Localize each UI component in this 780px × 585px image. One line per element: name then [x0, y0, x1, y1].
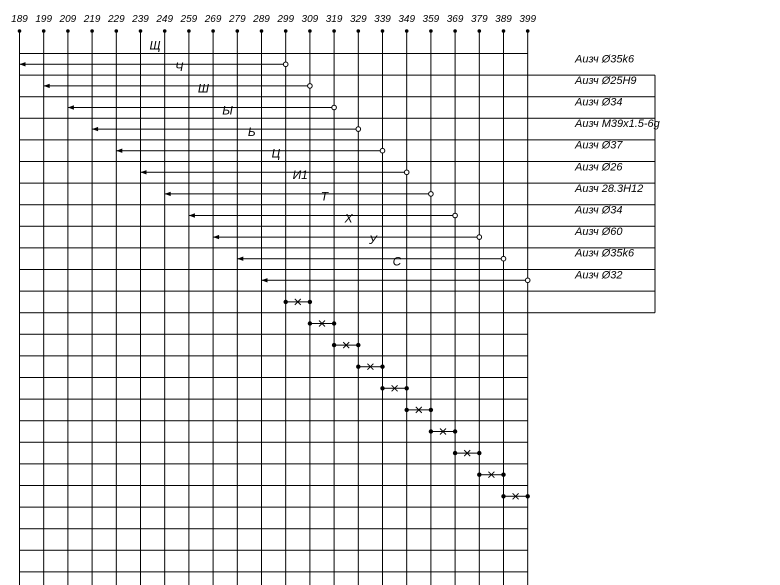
dimension-label: Аизч Ø35k6: [575, 247, 635, 260]
column-tick-label: 229: [107, 14, 125, 25]
link-arrow-start: [68, 105, 74, 109]
grid: [20, 31, 656, 585]
link-arrow-start: [213, 235, 219, 239]
column-tick-label: 259: [180, 14, 198, 25]
link-arrow-start: [44, 84, 50, 88]
closing-start-dot: [501, 494, 505, 498]
dimension-letter: С: [392, 254, 402, 269]
link-end-dot: [429, 192, 434, 197]
closing-end-dot: [380, 365, 384, 369]
dimension-letter: Ш: [197, 81, 209, 96]
dimension-label: Аизч Ø32: [575, 269, 623, 282]
link-arrow-start: [92, 127, 98, 131]
dimension-label: Аизч Ø37: [575, 139, 623, 152]
column-tick-dot: [115, 29, 119, 33]
column-tick-label: 329: [349, 14, 367, 25]
column-tick-dot: [187, 29, 191, 33]
dimension-label: Аизч Ø35k6: [575, 53, 635, 66]
column-tick-dot: [478, 29, 482, 33]
column-tick-dot: [502, 29, 506, 33]
link-end-dot: [525, 278, 530, 283]
closing-start-dot: [429, 429, 433, 433]
dimension-label: Аизч Ø26: [575, 161, 623, 174]
column-tick-label: 389: [495, 14, 512, 25]
column-tick-dot: [211, 29, 215, 33]
column-tick-label: 399: [519, 14, 537, 25]
column-tick-dot: [18, 29, 22, 33]
link-end-dot: [453, 213, 458, 218]
dimension-letter: Т: [320, 189, 329, 204]
column-tick-label: 359: [422, 14, 440, 25]
closing-end-dot: [501, 473, 505, 477]
column-tick-dot: [308, 29, 312, 33]
closing-start-dot: [356, 365, 360, 369]
column-tick-label: 289: [253, 14, 270, 25]
column-tick-dot: [332, 29, 336, 33]
column-tick-label: 189: [11, 14, 28, 25]
closing-start-dot: [477, 473, 481, 477]
column-tick-label: 309: [301, 14, 319, 25]
closing-end-dot: [356, 343, 360, 347]
column-tick-label: 369: [446, 14, 464, 25]
column-tick-label: 339: [374, 14, 391, 25]
link-dimensions: [20, 62, 531, 283]
closing-start-dot: [453, 451, 457, 455]
link-arrow-start: [237, 257, 243, 261]
closing-start-dot: [284, 300, 288, 304]
column-tick-dot: [526, 29, 530, 33]
link-arrow-start: [262, 278, 268, 282]
link-end-dot: [356, 127, 361, 132]
closing-end-dot: [308, 300, 312, 304]
link-arrow-start: [20, 62, 26, 66]
closing-start-dot: [308, 321, 312, 325]
column-tick-label: 239: [132, 14, 149, 25]
column-tick-dot: [66, 29, 70, 33]
link-end-dot: [380, 148, 385, 153]
column-tick-dot: [381, 29, 385, 33]
link-end-dot: [404, 170, 409, 175]
column-tick-dot: [284, 29, 288, 33]
dimension-label: Аизч 28.3H12: [575, 182, 644, 195]
dimension-letters: [149, 39, 401, 269]
dimension-letter: Ы: [222, 103, 233, 118]
dimension-letter: Ч: [175, 60, 184, 75]
closing-start-dot: [332, 343, 336, 347]
column-tick-dot: [139, 29, 143, 33]
closing-end-dot: [477, 451, 481, 455]
link-end-dot: [332, 105, 337, 110]
column-tick-label: 299: [277, 14, 295, 25]
dimension-letter: Х: [344, 211, 353, 226]
link-end-dot: [308, 84, 313, 89]
dimension-letter: У: [368, 232, 377, 247]
link-arrow-start: [141, 170, 147, 174]
closing-start-dot: [380, 386, 384, 390]
column-tick-dot: [260, 29, 264, 33]
dimension-label: Аизч M39x1.5-6g: [575, 118, 660, 131]
column-tick-label: 319: [325, 14, 343, 25]
link-end-dot: [501, 256, 506, 261]
column-tick-label: 209: [59, 14, 77, 25]
column-header: [11, 14, 536, 33]
column-tick-label: 379: [470, 14, 488, 25]
dimension-letter: Ц: [271, 146, 281, 161]
column-tick-dot: [90, 29, 94, 33]
link-arrow-start: [189, 213, 195, 217]
dimension-label: Аизч Ø34: [575, 204, 623, 217]
closing-end-dot: [453, 429, 457, 433]
dimension-label: Аизч Ø25H9: [575, 74, 637, 87]
column-tick-label: 219: [83, 14, 101, 25]
dimension-labels: [574, 53, 661, 281]
column-tick-dot: [357, 29, 361, 33]
link-end-dot: [283, 62, 288, 67]
column-tick-label: 349: [398, 14, 416, 25]
link-arrow-start: [116, 149, 122, 153]
column-tick-dot: [236, 29, 240, 33]
dimension-letter: Щ: [149, 38, 161, 53]
closing-end-dot: [332, 321, 336, 325]
closing-start-dot: [405, 408, 409, 412]
column-tick-dot: [405, 29, 409, 33]
column-tick-label: 279: [228, 14, 246, 25]
dimension-letter: И1: [292, 168, 308, 183]
link-end-dot: [477, 235, 482, 240]
column-tick-dot: [163, 29, 167, 33]
dimension-letter: Ь: [247, 124, 256, 139]
link-arrow-start: [165, 192, 171, 196]
column-tick-dot: [429, 29, 433, 33]
column-tick-label: 199: [35, 14, 53, 25]
column-tick-label: 269: [204, 14, 222, 25]
closing-end-dot: [526, 494, 530, 498]
closing-end-dot: [429, 408, 433, 412]
dimension-label: Аизч Ø34: [575, 96, 623, 109]
column-tick-dot: [453, 29, 457, 33]
column-tick-dot: [42, 29, 46, 33]
column-tick-label: 249: [156, 14, 174, 25]
dimension-label: Аизч Ø60: [575, 226, 623, 239]
closing-end-dot: [405, 386, 409, 390]
